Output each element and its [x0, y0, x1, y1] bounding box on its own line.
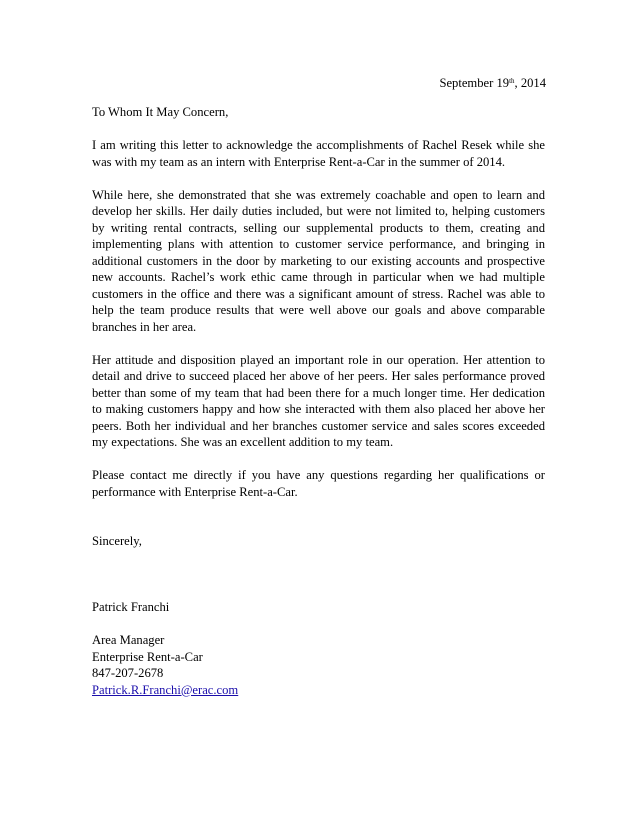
letter-body — [92, 104, 545, 698]
signer-name: Patrick Franchi — [92, 600, 170, 614]
signature-space — [92, 550, 545, 600]
paragraph-attitude: Her attitude and disposition played an important role in our operation. Her attention to detail and drive to succeed placed her above of her peers. Her sales performance proved better than some of my team that had been there for a much longer time. Her dedication to making customers happy and how she interacted with them also placed her above her peers. Both her individual and her branches customer service and sales scores exceeded my expectations. She was an excellent addition to my team. — [92, 352, 545, 449]
letter-date — [439, 75, 546, 91]
spacer — [92, 616, 545, 633]
paragraph-duties: While here, she demonstrated that she was extremely coachable and open to learn and develop her skills. Her daily duties included, but were not limited to, helping customers by writing rental contracts, selling our supplemental products to them, creating and implementing plans with attention to customer service performance, and bringing in additional customers in the door by marketing to our existing accounts and prospective new accounts. Rachel’s work ethic came through in particular when we had multiple customers in the office and there was a significant amount of stress. Rachel was able to help the team produce results that were well above our goals and above comparable branches in her area. — [92, 187, 545, 334]
paragraph-contact: Please contact me directly if you have any questions regarding her qualifications or performance with Enterprise Rent-a-Car. — [92, 468, 545, 499]
signer-company: Enterprise Rent-a-Car — [92, 649, 203, 664]
signature-block — [92, 599, 545, 698]
signer-title: Area Manager — [92, 633, 165, 647]
spacer — [92, 517, 545, 534]
closing: Sincerely, — [92, 534, 142, 548]
signer-email-link[interactable]: Patrick.R.Franchi@erac.com — [92, 682, 239, 697]
date-month-day: September 19 — [439, 76, 510, 90]
date-ordinal-suffix: th — [509, 77, 515, 85]
signer-phone: 847-207-2678 — [92, 666, 164, 680]
salutation: To Whom It May Concern, — [92, 105, 229, 119]
paragraph-intro: I am writing this letter to acknowledge the accomplishments of Rachel Resek while she was with my team as an intern with Enterprise Rent-a-Car in the summer of 2014. — [92, 138, 545, 169]
date-year: , 2014 — [514, 76, 546, 90]
